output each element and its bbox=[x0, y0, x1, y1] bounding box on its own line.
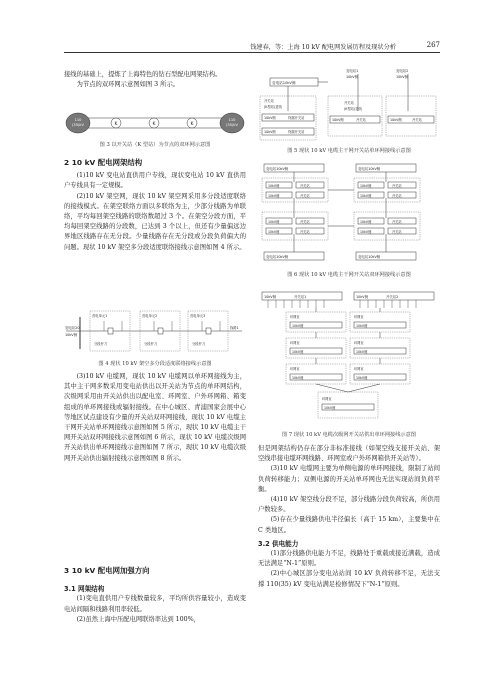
svg-text:10kV侧: 10kV侧 bbox=[268, 220, 280, 224]
paragraph: (4)10 kV 架空线分段不足，部分线路分段负荷较高，所供用户数较多。 bbox=[258, 496, 440, 514]
left-column-top bbox=[64, 70, 246, 90]
svg-text:环网室: 环网室 bbox=[290, 341, 300, 345]
right-fig5-caption bbox=[258, 146, 440, 156]
figure-7 bbox=[258, 288, 440, 428]
svg-text:10kV侧: 10kV侧 bbox=[356, 324, 368, 328]
svg-text:首电单元3: 首电单元3 bbox=[190, 314, 206, 318]
svg-text:开关站: 开关站 bbox=[300, 220, 310, 224]
svg-text:变电站10kV侧: 变电站10kV侧 bbox=[358, 255, 381, 259]
figure-4-diagram bbox=[64, 309, 246, 357]
svg-text:环网室: 环网室 bbox=[354, 367, 364, 371]
svg-text:10kV侧: 10kV侧 bbox=[396, 75, 408, 79]
node-label: 110 bbox=[74, 118, 82, 122]
svg-text:K: K bbox=[152, 122, 156, 127]
figure-5-caption: 图 5 现状 10 kV 电缆主干网开关站单环网接线示意图 bbox=[287, 148, 411, 154]
header-rule bbox=[64, 52, 440, 53]
svg-text:变电站1: 变电站1 bbox=[346, 69, 359, 73]
svg-text:变电站2: 变电站2 bbox=[396, 69, 409, 73]
left-fig4-caption bbox=[64, 359, 246, 369]
svg-text:10kV侧: 10kV侧 bbox=[264, 295, 276, 299]
svg-text:开关站: 开关站 bbox=[412, 118, 422, 122]
svg-text:10kV侧: 10kV侧 bbox=[292, 324, 304, 328]
svg-text:(K型站)进线: (K型站)进线 bbox=[264, 105, 282, 109]
svg-text:10kV侧: 10kV侧 bbox=[292, 350, 304, 354]
paragraph: (2)中心城区部分变电站站间 10 kV 负荷转移不足，无法支撑 110(35) kV 变电站满足检修情况下“N-1”原则。 bbox=[258, 570, 440, 588]
svg-text:10kV侧: 10kV侧 bbox=[360, 184, 372, 188]
section-3-2-heading: 3.2 供电能力 bbox=[258, 539, 299, 548]
section-3-1-heading: 3.1 网架结构 bbox=[64, 585, 105, 594]
svg-text:开关站: 开关站 bbox=[392, 194, 402, 198]
svg-text:变电站10kV侧: 变电站10kV侧 bbox=[358, 167, 381, 171]
svg-text:10kV侧: 10kV侧 bbox=[356, 350, 368, 354]
left-column-cable bbox=[64, 372, 246, 464]
svg-text:K: K bbox=[190, 122, 194, 127]
svg-text:变电站20: 变电站20 bbox=[65, 326, 80, 330]
svg-text:开关站: 开关站 bbox=[392, 220, 402, 224]
left-fig3-caption bbox=[64, 140, 246, 150]
figure-6-caption: 图 6 现状 10 kV 电缆主干网开关站双环网接线示意图 bbox=[287, 272, 411, 278]
section-2-heading: 2 10 kV 配电网架结构 bbox=[64, 158, 143, 167]
right-fig7-caption bbox=[258, 430, 440, 440]
svg-text:变电站10kV侧: 变电站10kV侧 bbox=[266, 167, 289, 171]
svg-text:10kV侧: 10kV侧 bbox=[360, 230, 372, 234]
left-column-section3 bbox=[64, 566, 246, 625]
figure-5-diagram bbox=[258, 66, 440, 144]
svg-text:环网室: 环网室 bbox=[322, 397, 332, 401]
svg-text:10kV侧: 10kV侧 bbox=[264, 130, 276, 134]
svg-text:10kV侧: 10kV侧 bbox=[390, 118, 402, 122]
svg-text:(K型站)进线: (K型站)进线 bbox=[344, 107, 362, 111]
svg-text:开关站: 开关站 bbox=[300, 230, 310, 234]
svg-text:环网室: 环网室 bbox=[354, 315, 364, 319]
node-label: (35)kV bbox=[226, 123, 238, 127]
paragraph: (3)10 kV 电缆网，现状 10 kV 电缆网以单环网接线为主，其中主干网多数采用变电站供出以开关站为节点的单环网结构，次级网采用由开关站供出以配电室、环网室、户外环网箱、箱变组成的单环网接线或辐射接线。在中心城区、青浦国家会展中心等地区试点建设有少量的开关站双环网接线，现状 10 kV 电缆主干网开关站单环网接线示意图如图 5 所示，现状 10 kV 电缆主干网开关站双环网接线示意图如图 6 所示，现状 10 kV 电缆次级网开关站供出单环网接线示意图如图 7 所示，现状 10 kV 电缆次级网开关站供出辐射接线示意图如图 8 所示。 bbox=[64, 373, 246, 462]
section-3-heading: 3 10 kV 配电网加强方向 bbox=[64, 566, 150, 575]
figure-3-diagram bbox=[64, 108, 246, 138]
paragraph: 为节点的双环网示意图如图 3 所示。 bbox=[76, 81, 180, 89]
svg-text:10kV侧: 10kV侧 bbox=[356, 376, 368, 380]
svg-text:首电单元2: 首电单元2 bbox=[142, 314, 158, 318]
figure-3 bbox=[64, 108, 246, 138]
svg-text:10kV侧: 10kV侧 bbox=[356, 295, 368, 299]
paragraph: (2)10 kV 架空网，现状 10 kV 架空网采用多分段适度联络的接线模式。在架空联络方面以多联络为主，少部分线路为单联络，平均每回架空线路的联络数超过 3 个。在架空分段方面，平均每回架空线路的分段数，已达到 3 个以上，但还有少量偏远边界地区线路存在无分段。少量线路存在无分段或分段负荷偏大的问题。现状 10 kV 架空多分段适度联络接线示意图如图 4 所示。 bbox=[64, 192, 246, 251]
figure-6-diagram bbox=[258, 160, 440, 270]
figure-7-diagram bbox=[258, 288, 440, 428]
svg-text:环网室: 环网室 bbox=[290, 367, 300, 371]
paragraph: (3)10 kV 电缆网主要为单侧电源的单环网接线，限制了站间负荷转移能力；双侧电源的开关站单环网也无法实现站间负荷平衡。 bbox=[258, 465, 440, 493]
right-column-text bbox=[258, 444, 440, 590]
paragraph: 接线的基础上，提炼了上海特色的钻石型配电网架结构。 bbox=[64, 71, 222, 78]
svg-text:10kV侧: 10kV侧 bbox=[264, 116, 276, 120]
svg-text:环网室: 环网室 bbox=[290, 315, 300, 319]
svg-text:10kV侧: 10kV侧 bbox=[268, 184, 280, 188]
page-number: 267 bbox=[426, 41, 440, 49]
svg-text:开关站: 开关站 bbox=[392, 184, 402, 188]
paragraph: (1)变电直供用户专线数量较多，平均所供容量较小，造成变电站间隔和线路利用率较低。 bbox=[64, 595, 246, 613]
right-fig6-caption bbox=[258, 270, 440, 280]
header-title: 钱建春，等：上海 10 kV 配电网发展历程及现状分析 bbox=[250, 44, 396, 51]
paragraph: (5)存在少量线路供电半径偏长（高于 15 km），主要集中在 C 类地区。 bbox=[258, 516, 440, 534]
paragraph: 但是网架结构仍存在部分非标准接线（如架空线支接开关站、架空线串接电缆环网线路、环网室或户外环网箱供开关站等）。 bbox=[258, 445, 440, 463]
paragraph: (2)虽然上海中压配电网联络率达到 100%， bbox=[76, 615, 200, 623]
svg-text:10kV侧: 10kV侧 bbox=[360, 194, 372, 198]
figure-3-caption: 图 3 以开关站（K 型站）为节点的双环网示意图 bbox=[99, 142, 211, 148]
svg-text:开关站: 开关站 bbox=[264, 99, 274, 103]
svg-text:10kV侧: 10kV侧 bbox=[65, 333, 77, 337]
svg-text:K: K bbox=[114, 122, 118, 127]
svg-text:开关站: 开关站 bbox=[356, 118, 366, 122]
svg-text:分段杆刀: 分段杆刀 bbox=[192, 342, 206, 346]
paragraph: (1)部分线路供电能力不足，线路处于重载或接近满载，造成无法满足“N-1”原则。 bbox=[258, 550, 440, 568]
svg-text:10kV侧: 10kV侧 bbox=[268, 194, 280, 198]
node-label: (35)kV bbox=[72, 123, 84, 127]
svg-text:10kV侧: 10kV侧 bbox=[268, 230, 280, 234]
svg-text:开关站1: 开关站1 bbox=[294, 295, 307, 299]
svg-text:10kV侧: 10kV侧 bbox=[346, 75, 358, 79]
svg-text:分段杆刀: 分段杆刀 bbox=[144, 342, 158, 346]
figure-7-caption: 图 7 现状 10 kV 电缆次级网开关站供出单环网接线示意图 bbox=[282, 432, 416, 438]
figure-6 bbox=[258, 160, 440, 270]
svg-text:开关站: 开关站 bbox=[344, 101, 354, 105]
paragraph: (1)10 kV 变电站直供用户专线，现状变电站 10 kV 直供用户专线具有一定规模。 bbox=[64, 172, 246, 190]
node-label: 110 bbox=[228, 118, 236, 122]
svg-text:10kV侧: 10kV侧 bbox=[292, 376, 304, 380]
svg-text:开关站: 开关站 bbox=[300, 194, 310, 198]
svg-text:首电单元1: 首电单元1 bbox=[92, 314, 108, 318]
figure-5 bbox=[258, 66, 440, 144]
svg-text:开关站: 开关站 bbox=[392, 230, 402, 234]
svg-text:开关站2: 开关站2 bbox=[386, 295, 399, 299]
svg-text:终端开关站: 终端开关站 bbox=[288, 116, 305, 120]
left-column-section2 bbox=[64, 158, 246, 253]
svg-text:10kV侧: 10kV侧 bbox=[360, 220, 372, 224]
svg-text:分段杆刀: 分段杆刀 bbox=[94, 342, 108, 346]
figure-4-caption: 图 4 现状 10 kV 架空多分段适度联络接线示意图 bbox=[98, 361, 212, 367]
svg-text:变电站10kV侧: 变电站10kV侧 bbox=[266, 255, 289, 259]
svg-text:10kV侧: 10kV侧 bbox=[332, 118, 344, 122]
svg-text:开关站: 开关站 bbox=[300, 184, 310, 188]
svg-text:变电站10kV侧: 变电站10kV侧 bbox=[272, 81, 296, 85]
svg-text:环网室: 环网室 bbox=[354, 341, 364, 345]
svg-text:终端开关站: 终端开关站 bbox=[288, 130, 305, 134]
svg-text:线路1: 线路1 bbox=[230, 326, 239, 330]
svg-text:10kV侧: 10kV侧 bbox=[324, 406, 336, 410]
figure-4 bbox=[64, 309, 246, 357]
